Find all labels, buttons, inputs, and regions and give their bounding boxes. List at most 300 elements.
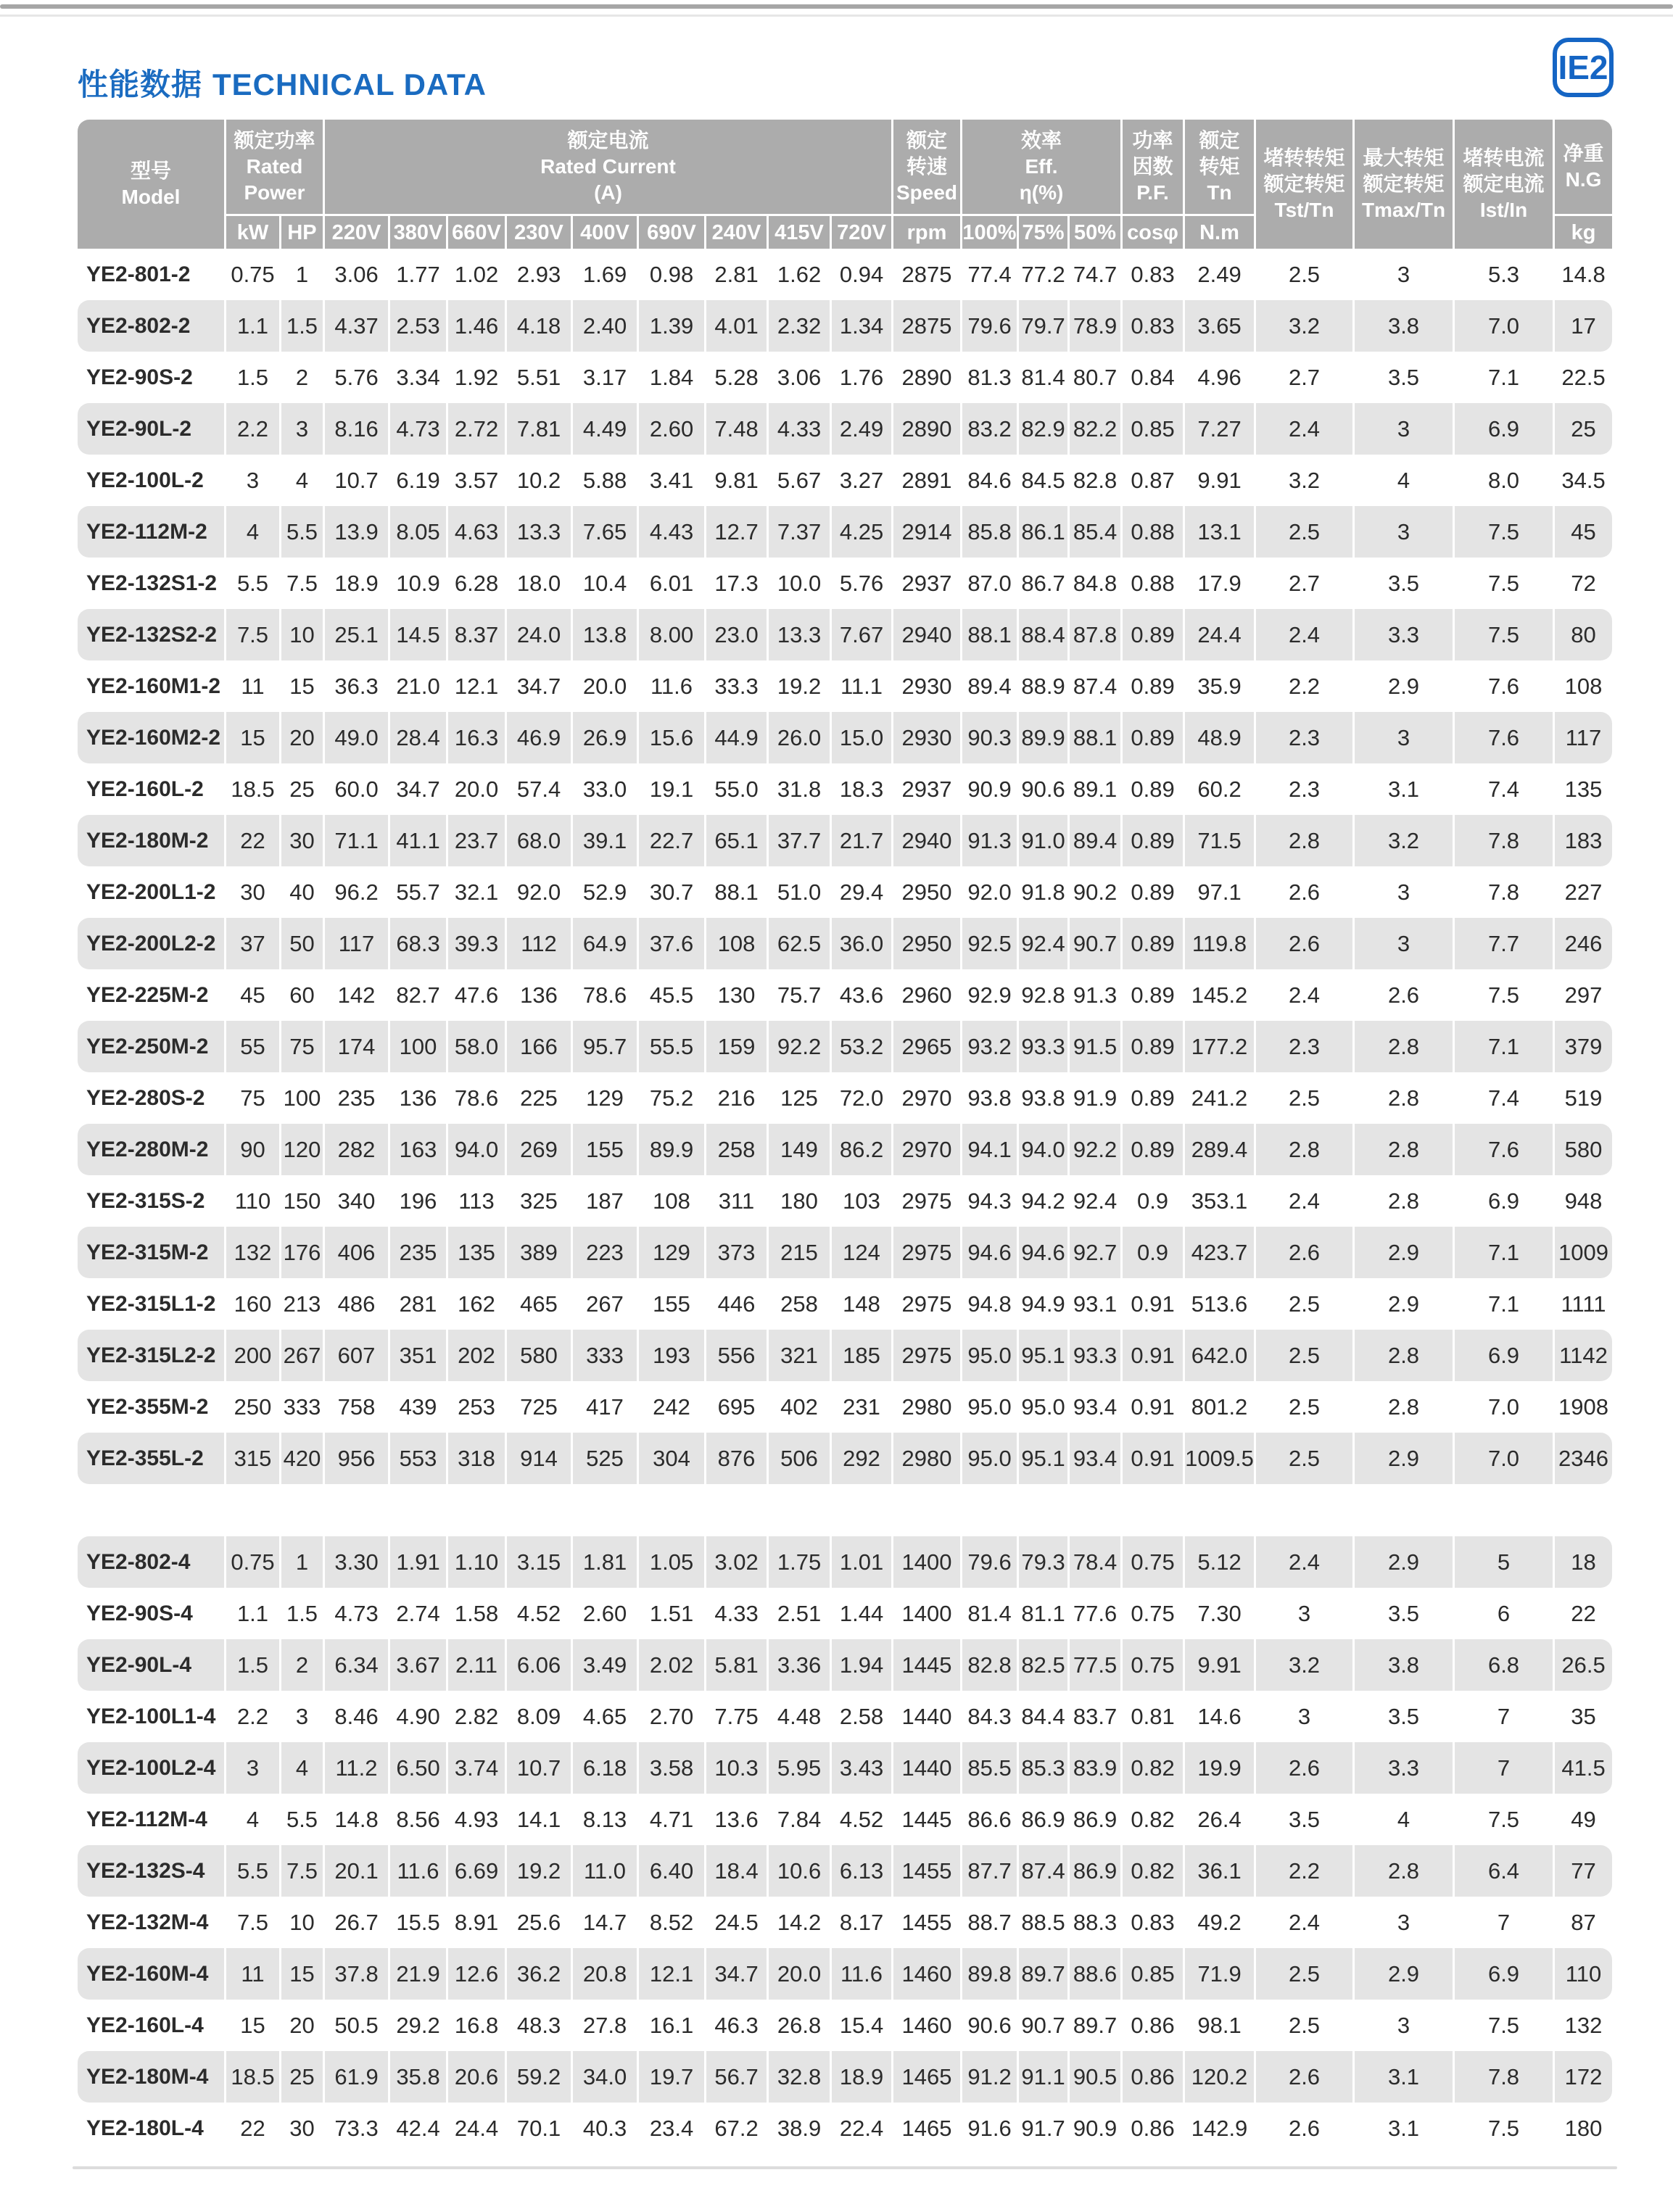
table-row bbox=[78, 660, 1612, 712]
value-cell: 215 bbox=[767, 1227, 830, 1278]
value-cell: 373 bbox=[704, 1227, 767, 1278]
value-cell: 3 bbox=[1352, 712, 1453, 763]
value-cell: 695 bbox=[717, 1393, 756, 1420]
value-cell: 136 bbox=[399, 1085, 437, 1111]
value-cell: 1.81 bbox=[571, 1536, 637, 1588]
value-cell: 24.0 bbox=[505, 609, 571, 660]
value-cell: 4 bbox=[224, 506, 279, 558]
value-cell: 5.81 bbox=[704, 1639, 767, 1691]
value-cell: 2875 bbox=[901, 261, 952, 287]
table-body bbox=[78, 249, 1612, 2154]
value-cell: 10.0 bbox=[777, 570, 822, 596]
value-cell: 79.6 bbox=[960, 300, 1017, 352]
subheader-nm: N.m bbox=[1183, 214, 1254, 249]
value-cell: 1908 bbox=[1558, 1393, 1608, 1420]
table-row bbox=[78, 1794, 1612, 1845]
model-cell: YE2-802-4 bbox=[78, 1536, 224, 1588]
value-cell: 202 bbox=[446, 1330, 505, 1381]
value-cell: 3 bbox=[1397, 1909, 1410, 1935]
value-cell: 4.43 bbox=[637, 506, 704, 558]
value-cell: 1.58 bbox=[454, 1600, 499, 1626]
value-cell: 2975 bbox=[891, 1330, 960, 1381]
model-cell: YE2-280S-2 bbox=[86, 1085, 205, 1110]
value-cell: 64.9 bbox=[571, 918, 637, 969]
value-cell: 213 bbox=[283, 1291, 321, 1317]
value-cell: 2.8 bbox=[1387, 1188, 1420, 1214]
value-cell: 6.34 bbox=[323, 1639, 388, 1691]
value-cell: 2.8 bbox=[1352, 1330, 1453, 1381]
value-cell: 90.3 bbox=[960, 712, 1017, 763]
value-cell: 10.2 bbox=[516, 467, 561, 493]
value-cell: 7.0 bbox=[1487, 1393, 1520, 1420]
value-cell: 85.5 bbox=[960, 1742, 1017, 1794]
value-cell: 3.65 bbox=[1183, 300, 1254, 352]
value-cell: 2.8 bbox=[1254, 1124, 1352, 1175]
value-cell: 7.5 bbox=[1487, 1806, 1520, 1832]
value-cell: 0.89 bbox=[1131, 1085, 1175, 1111]
value-cell: 17.9 bbox=[1197, 570, 1242, 596]
value-cell: 3 bbox=[1397, 261, 1410, 287]
value-cell: 423.7 bbox=[1183, 1227, 1254, 1278]
value-cell: 34.7 bbox=[516, 673, 561, 699]
value-cell: 3.27 bbox=[839, 467, 884, 493]
value-cell: 1465 bbox=[891, 2051, 960, 2103]
value-cell: 129 bbox=[586, 1085, 624, 1111]
value-cell: 2.9 bbox=[1387, 673, 1420, 699]
value-cell: 0.86 bbox=[1131, 2115, 1175, 2141]
value-cell: 0.75 bbox=[1120, 1536, 1183, 1588]
value-cell: 22 bbox=[224, 815, 279, 866]
value-cell: 0.91 bbox=[1131, 1291, 1175, 1317]
value-cell: 3 bbox=[1397, 2012, 1410, 2038]
value-cell: 77.2 bbox=[1021, 261, 1065, 287]
value-cell: 89.1 bbox=[1073, 776, 1118, 802]
value-cell: 0.88 bbox=[1131, 570, 1175, 596]
value-cell: 2975 bbox=[891, 1227, 960, 1278]
value-cell: 3.3 bbox=[1352, 609, 1453, 660]
table-row bbox=[78, 352, 1612, 403]
value-cell: 11 bbox=[241, 673, 265, 699]
value-cell: 55.5 bbox=[637, 1021, 704, 1072]
value-cell: 3 bbox=[1352, 918, 1453, 969]
value-cell: 117 bbox=[323, 918, 388, 969]
table-row bbox=[78, 1588, 1612, 1639]
value-cell: 65.1 bbox=[704, 815, 767, 866]
value-cell: 0.75 bbox=[1131, 1600, 1175, 1626]
model-cell: YE2-132S2-2 bbox=[78, 609, 224, 660]
value-cell: 92.4 bbox=[1073, 1188, 1118, 1214]
value-cell: 246 bbox=[1553, 918, 1612, 969]
table-row bbox=[78, 1330, 1612, 1381]
value-cell: 2975 bbox=[901, 1188, 952, 1214]
value-cell: 55 bbox=[224, 1021, 279, 1072]
value-cell: 90.6 bbox=[1021, 776, 1065, 802]
value-cell: 2891 bbox=[901, 467, 952, 493]
model-cell: YE2-90S-2 bbox=[86, 365, 193, 389]
value-cell: 0.91 bbox=[1120, 1433, 1183, 1484]
value-cell: 315 bbox=[224, 1433, 279, 1484]
value-cell: 91.0 bbox=[1017, 815, 1067, 866]
col-header-efficiency: 效率 Eff. η(%) bbox=[960, 120, 1120, 214]
value-cell: 26.7 bbox=[334, 1909, 379, 1935]
value-cell: 0.89 bbox=[1131, 673, 1175, 699]
value-cell: 37.6 bbox=[637, 918, 704, 969]
value-cell: 2937 bbox=[901, 570, 952, 596]
value-cell: 3.5 bbox=[1288, 1806, 1321, 1832]
value-cell: 75 bbox=[240, 1085, 265, 1111]
value-cell: 0.85 bbox=[1120, 403, 1183, 455]
value-cell: 0.87 bbox=[1131, 467, 1175, 493]
value-cell: 1.34 bbox=[830, 300, 891, 352]
value-cell: 36.2 bbox=[505, 1948, 571, 2000]
value-cell: 38.9 bbox=[777, 2115, 822, 2141]
value-cell: 71.9 bbox=[1183, 1948, 1254, 2000]
value-cell: 4.65 bbox=[582, 1703, 627, 1729]
value-cell: 93.2 bbox=[960, 1021, 1017, 1072]
value-cell: 58.0 bbox=[446, 1021, 505, 1072]
value-cell: 36.1 bbox=[1183, 1845, 1254, 1897]
value-cell: 3 bbox=[246, 467, 260, 493]
value-cell: 94.2 bbox=[1021, 1188, 1065, 1214]
value-cell: 2.53 bbox=[388, 300, 446, 352]
value-cell: 2.49 bbox=[830, 403, 891, 455]
value-cell: 21.7 bbox=[830, 815, 891, 866]
value-cell: 180 bbox=[780, 1188, 818, 1214]
model-cell: YE2-315M-2 bbox=[78, 1227, 224, 1278]
value-cell: 3.2 bbox=[1352, 815, 1453, 866]
value-cell: 642.0 bbox=[1183, 1330, 1254, 1381]
value-cell: 7.1 bbox=[1453, 1021, 1553, 1072]
value-cell: 15 bbox=[279, 1948, 323, 2000]
subheader-720v: 720V bbox=[830, 214, 891, 249]
value-cell: 1.62 bbox=[777, 261, 822, 287]
value-cell: 7.1 bbox=[1453, 1227, 1553, 1278]
model-cell: YE2-200L2-2 bbox=[78, 918, 224, 969]
value-cell: 4.93 bbox=[454, 1806, 499, 1832]
subheader-rpm: rpm bbox=[891, 214, 960, 249]
value-cell: 20.0 bbox=[582, 673, 627, 699]
value-cell: 24.4 bbox=[454, 2115, 499, 2141]
value-cell: 16.1 bbox=[649, 2012, 694, 2038]
value-cell: 81.3 bbox=[967, 364, 1012, 390]
model-cell: YE2-90L-2 bbox=[78, 403, 224, 455]
value-cell: 0.89 bbox=[1131, 776, 1175, 802]
value-cell: 2.49 bbox=[1197, 261, 1242, 287]
value-cell: 39.1 bbox=[571, 815, 637, 866]
value-cell: 1.94 bbox=[830, 1639, 891, 1691]
value-cell: 23.0 bbox=[704, 609, 767, 660]
value-cell: 0.82 bbox=[1131, 1806, 1175, 1832]
value-cell: 21.9 bbox=[388, 1948, 446, 2000]
value-cell: 94.6 bbox=[1017, 1227, 1067, 1278]
value-cell: 4.71 bbox=[649, 1806, 694, 1832]
value-cell: 71.1 bbox=[323, 815, 388, 866]
table-row bbox=[78, 1278, 1612, 1330]
value-cell: 2.9 bbox=[1352, 1227, 1453, 1278]
value-cell: 4.25 bbox=[830, 506, 891, 558]
value-cell: 1.39 bbox=[637, 300, 704, 352]
value-cell: 30 bbox=[289, 2115, 315, 2141]
value-cell: 155 bbox=[653, 1291, 690, 1317]
value-cell: 89.4 bbox=[967, 673, 1012, 699]
value-cell: 2.40 bbox=[571, 300, 637, 352]
value-cell: 32.1 bbox=[454, 879, 499, 905]
value-cell: 289.4 bbox=[1183, 1124, 1254, 1175]
value-cell: 1.02 bbox=[454, 261, 499, 287]
model-cell: YE2-250M-2 bbox=[78, 1021, 224, 1072]
value-cell: 90.5 bbox=[1067, 2051, 1120, 2103]
value-cell: 2.5 bbox=[1288, 1085, 1321, 1111]
model-cell: YE2-315L1-2 bbox=[86, 1291, 216, 1316]
value-cell: 292 bbox=[830, 1433, 891, 1484]
value-cell: 311 bbox=[718, 1188, 755, 1214]
value-cell: 2.93 bbox=[516, 261, 561, 287]
table-row bbox=[78, 558, 1612, 609]
value-cell: 486 bbox=[337, 1291, 376, 1317]
value-cell: 956 bbox=[323, 1433, 388, 1484]
value-cell: 91.5 bbox=[1067, 1021, 1120, 1072]
value-cell: 3.3 bbox=[1352, 1742, 1453, 1794]
subheader-cosphi: cosφ bbox=[1120, 214, 1183, 249]
value-cell: 2.6 bbox=[1254, 1227, 1352, 1278]
value-cell: 19.2 bbox=[777, 673, 822, 699]
value-cell: 110 bbox=[1553, 1948, 1612, 2000]
value-cell: 3.15 bbox=[505, 1536, 571, 1588]
value-cell: 267 bbox=[279, 1330, 323, 1381]
value-cell: 2.2 bbox=[224, 403, 279, 455]
value-cell: 4.52 bbox=[516, 1600, 561, 1626]
value-cell: 11.0 bbox=[571, 1845, 637, 1897]
value-cell: 35 bbox=[1571, 1703, 1596, 1729]
value-cell: 2.7 bbox=[1288, 364, 1321, 390]
page-title bbox=[78, 61, 487, 104]
value-cell: 68.0 bbox=[505, 815, 571, 866]
value-cell: 35.8 bbox=[388, 2051, 446, 2103]
value-cell: 61.9 bbox=[323, 2051, 388, 2103]
value-cell: 3.57 bbox=[454, 467, 499, 493]
value-cell: 91.6 bbox=[967, 2115, 1012, 2141]
value-cell: 2965 bbox=[891, 1021, 960, 1072]
value-cell: 14.5 bbox=[388, 609, 446, 660]
value-cell: 83.2 bbox=[960, 403, 1017, 455]
value-cell: 8.13 bbox=[582, 1806, 627, 1832]
value-cell: 84.4 bbox=[1021, 1703, 1065, 1729]
value-cell: 2.5 bbox=[1288, 1393, 1321, 1420]
value-cell: 25 bbox=[279, 2051, 323, 2103]
model-cell: YE2-160L-4 bbox=[86, 2013, 204, 2037]
table-row bbox=[78, 1072, 1612, 1124]
value-cell: 72 bbox=[1571, 570, 1596, 596]
value-cell: 2.72 bbox=[446, 403, 505, 455]
col-header-tmax-tn: 最大转矩 额定转矩 Tmax/Tn bbox=[1352, 120, 1453, 249]
value-cell: 223 bbox=[571, 1227, 637, 1278]
value-cell: 113 bbox=[458, 1188, 495, 1214]
value-cell: 44.9 bbox=[704, 712, 767, 763]
value-cell: 94.3 bbox=[967, 1188, 1012, 1214]
value-cell: 59.2 bbox=[505, 2051, 571, 2103]
value-cell: 10.9 bbox=[396, 570, 440, 596]
value-cell: 18 bbox=[1553, 1536, 1612, 1588]
value-cell: 67.2 bbox=[714, 2115, 759, 2141]
value-cell: 86.6 bbox=[967, 1806, 1012, 1832]
value-cell: 125 bbox=[780, 1085, 818, 1111]
model-cell: YE2-315S-2 bbox=[86, 1188, 205, 1213]
table-row bbox=[78, 1948, 1612, 2000]
value-cell: 159 bbox=[704, 1021, 767, 1072]
value-cell: 318 bbox=[446, 1433, 505, 1484]
value-cell: 112 bbox=[505, 918, 571, 969]
value-cell: 801.2 bbox=[1191, 1393, 1248, 1420]
value-cell: 3.8 bbox=[1352, 300, 1453, 352]
value-cell: 93.8 bbox=[1021, 1085, 1065, 1111]
value-cell: 37.8 bbox=[323, 1948, 388, 2000]
value-cell: 15.0 bbox=[830, 712, 891, 763]
value-cell: 49.2 bbox=[1197, 1909, 1242, 1935]
col-header-rated-current: 额定电流 Rated Current (A) bbox=[323, 120, 891, 214]
value-cell: 89.7 bbox=[1073, 2012, 1118, 2038]
value-cell: 88.3 bbox=[1073, 1909, 1118, 1935]
value-cell: 82.9 bbox=[1017, 403, 1067, 455]
value-cell: 5.5 bbox=[236, 570, 269, 596]
value-cell: 22.5 bbox=[1561, 364, 1606, 390]
value-cell: 3.49 bbox=[571, 1639, 637, 1691]
value-cell: 7.37 bbox=[767, 506, 830, 558]
value-cell: 3.74 bbox=[446, 1742, 505, 1794]
table-header bbox=[78, 120, 1612, 249]
value-cell: 84.6 bbox=[967, 467, 1012, 493]
value-cell: 5.67 bbox=[777, 467, 822, 493]
value-cell: 2980 bbox=[901, 1393, 952, 1420]
value-cell: 7.5 bbox=[1487, 570, 1520, 596]
value-cell: 7.84 bbox=[777, 1806, 822, 1832]
value-cell: 92.0 bbox=[967, 879, 1012, 905]
value-cell: 420 bbox=[279, 1433, 323, 1484]
table-row bbox=[78, 1124, 1612, 1175]
table-row bbox=[78, 2000, 1612, 2051]
value-cell: 2.5 bbox=[1288, 2012, 1321, 2038]
value-cell: 75.2 bbox=[649, 1085, 694, 1111]
value-cell: 439 bbox=[399, 1393, 437, 1420]
value-cell: 95.1 bbox=[1017, 1330, 1067, 1381]
value-cell: 7.6 bbox=[1453, 712, 1553, 763]
value-cell: 4.63 bbox=[446, 506, 505, 558]
value-cell: 14.8 bbox=[334, 1806, 379, 1832]
value-cell: 4 bbox=[279, 1742, 323, 1794]
value-cell: 18.5 bbox=[224, 2051, 279, 2103]
page-title-zh: 性能数据 bbox=[78, 67, 203, 102]
value-cell: 0.89 bbox=[1120, 712, 1183, 763]
value-cell: 23.7 bbox=[446, 815, 505, 866]
value-cell: 5 bbox=[1453, 1536, 1553, 1588]
value-cell: 7.5 bbox=[224, 609, 279, 660]
value-cell: 258 bbox=[704, 1124, 767, 1175]
value-cell: 0.81 bbox=[1131, 1703, 1175, 1729]
value-cell: 2980 bbox=[891, 1433, 960, 1484]
value-cell: 4.96 bbox=[1197, 364, 1242, 390]
value-cell: 12.1 bbox=[454, 673, 499, 699]
value-cell: 88.4 bbox=[1017, 609, 1067, 660]
value-cell: 4 bbox=[246, 1806, 260, 1832]
value-cell: 0.82 bbox=[1120, 1742, 1183, 1794]
value-cell: 4.73 bbox=[388, 403, 446, 455]
value-cell: 87.7 bbox=[960, 1845, 1017, 1897]
value-cell: 95.1 bbox=[1017, 1433, 1067, 1484]
value-cell: 3.2 bbox=[1254, 1639, 1352, 1691]
table-row bbox=[78, 1742, 1612, 1794]
value-cell: 87 bbox=[1571, 1909, 1596, 1935]
value-cell: 53.2 bbox=[830, 1021, 891, 1072]
value-cell: 7.75 bbox=[714, 1703, 759, 1729]
value-cell: 71.5 bbox=[1183, 815, 1254, 866]
value-cell: 876 bbox=[704, 1433, 767, 1484]
value-cell: 22 bbox=[1571, 1600, 1596, 1626]
value-cell: 92.0 bbox=[516, 879, 561, 905]
value-cell: 177.2 bbox=[1183, 1021, 1254, 1072]
value-cell: 37 bbox=[224, 918, 279, 969]
value-cell: 241.2 bbox=[1191, 1085, 1248, 1111]
ie2-efficiency-badge bbox=[1553, 38, 1614, 97]
value-cell: 49 bbox=[1571, 1806, 1596, 1832]
subheader-eff-75: 75% bbox=[1017, 214, 1067, 249]
value-cell: 253 bbox=[458, 1393, 495, 1420]
value-cell: 3.5 bbox=[1387, 1703, 1420, 1729]
value-cell: 34.7 bbox=[704, 1948, 767, 2000]
value-cell: 333 bbox=[283, 1393, 321, 1420]
value-cell: 513.6 bbox=[1191, 1291, 1248, 1317]
model-cell: YE2-132M-4 bbox=[86, 1910, 209, 1934]
model-cell: YE2-801-2 bbox=[86, 262, 191, 286]
value-cell: 417 bbox=[586, 1393, 624, 1420]
value-cell: 72.0 bbox=[839, 1085, 884, 1111]
value-cell: 148 bbox=[843, 1291, 880, 1317]
value-cell: 37.7 bbox=[767, 815, 830, 866]
value-cell: 325 bbox=[520, 1188, 558, 1214]
value-cell: 31.8 bbox=[777, 776, 822, 802]
value-cell: 12.6 bbox=[446, 1948, 505, 2000]
value-cell: 7.0 bbox=[1453, 1433, 1553, 1484]
value-cell: 6.13 bbox=[830, 1845, 891, 1897]
value-cell: 90.7 bbox=[1021, 2012, 1065, 2038]
value-cell: 6.69 bbox=[446, 1845, 505, 1897]
value-cell: 725 bbox=[520, 1393, 558, 1420]
value-cell: 103 bbox=[843, 1188, 880, 1214]
value-cell: 11.6 bbox=[830, 1948, 891, 2000]
value-cell: 93.3 bbox=[1067, 1330, 1120, 1381]
value-cell: 8.05 bbox=[388, 506, 446, 558]
value-cell: 2.8 bbox=[1387, 1393, 1420, 1420]
value-cell: 2.5 bbox=[1254, 506, 1352, 558]
technical-data-table bbox=[78, 120, 1612, 2154]
value-cell: 32.8 bbox=[767, 2051, 830, 2103]
value-cell: 4.52 bbox=[839, 1806, 884, 1832]
value-cell: 29.2 bbox=[396, 2012, 440, 2038]
value-cell: 19.7 bbox=[637, 2051, 704, 2103]
value-cell: 2950 bbox=[891, 918, 960, 969]
value-cell: 41.1 bbox=[388, 815, 446, 866]
value-cell: 0.86 bbox=[1120, 2051, 1183, 2103]
value-cell: 132 bbox=[224, 1227, 279, 1278]
value-cell: 5.3 bbox=[1487, 261, 1520, 287]
value-cell: 242 bbox=[653, 1393, 690, 1420]
value-cell: 2.8 bbox=[1387, 1085, 1420, 1111]
value-cell: 24.4 bbox=[1183, 609, 1254, 660]
value-cell: 88.1 bbox=[714, 879, 759, 905]
value-cell: 80 bbox=[1553, 609, 1612, 660]
value-cell: 15 bbox=[224, 712, 279, 763]
value-cell: 91.8 bbox=[1021, 879, 1065, 905]
value-cell: 1455 bbox=[891, 1845, 960, 1897]
value-cell: 129 bbox=[637, 1227, 704, 1278]
